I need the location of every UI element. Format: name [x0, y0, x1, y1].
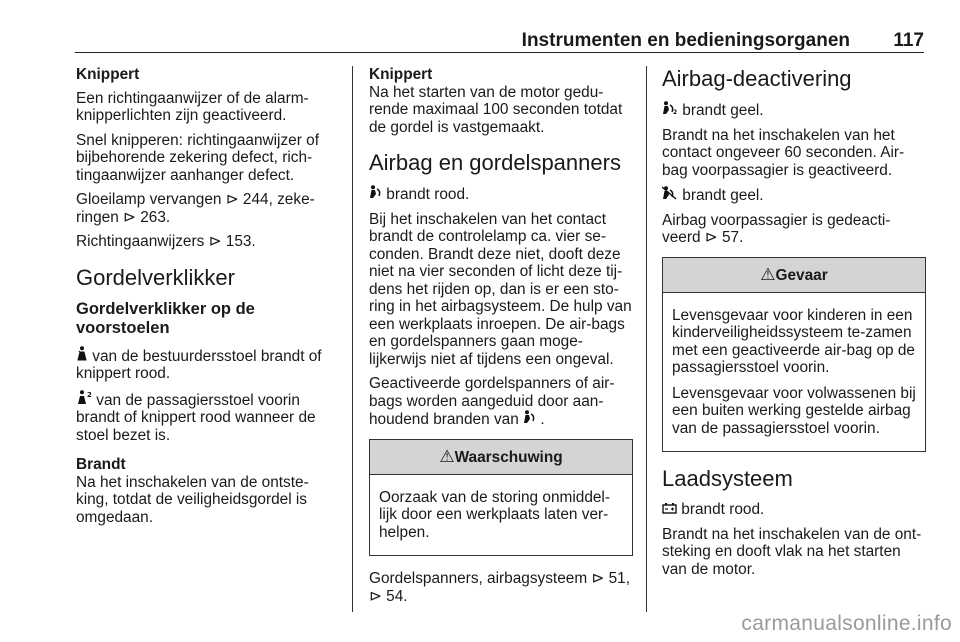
- svg-text:2: 2: [673, 109, 678, 115]
- knippert-heading: Knippert: [76, 66, 140, 83]
- section-title-airbag-deactivering: Airbag-deactivering: [662, 66, 852, 91]
- warning-triangle-icon: ⚠: [439, 446, 455, 466]
- paragraph: brandt geel.: [662, 186, 926, 205]
- paragraph: 2 brandt geel.: [662, 101, 926, 120]
- column-divider: [352, 66, 353, 612]
- paragraph: Airbag voorpassagier is gedeacti-veerd ⊳ 57.: [662, 211, 891, 246]
- warning-box: [369, 439, 633, 557]
- paragraph: brandt rood.: [662, 501, 926, 519]
- airbag-icon: [523, 411, 540, 428]
- watermark: carmanualsonline.info: [741, 612, 952, 635]
- danger-box-body: Levensgevaar voor kinderen in een kinderveiligheidssysteem te-zamen met een geactiveerde air-bag op de passagiersstoel voorin. Levensgevaar voor volwassenen bij een buiten werking gestelde airbag van de passagiersstoel voorin.: [672, 306, 916, 437]
- danger-box: [662, 257, 926, 453]
- seatbelt-driver-icon: [76, 348, 92, 365]
- paragraph: Na het inschakelen van de ontste-king, totdat de veiligheidsgordel is omgedaan.: [76, 473, 309, 526]
- column-right: [662, 66, 926, 585]
- page-number: 117: [893, 30, 924, 51]
- paragraph: Een richtingaanwijzer of de alarm-knipperlichten zijn geactiveerd.: [76, 89, 309, 124]
- warning-box-header: ⚠Waarschuwing: [370, 440, 632, 475]
- warning-box-body: Oorzaak van de storing onmiddel-lijk door een werkplaats laten ver-helpen.: [379, 488, 610, 541]
- paragraph: Bij het inschakelen van het contact brandt de controlelamp ca. vier se-conden. Brandt deze niet, dooft deze niet na vier seconden of licht deze tij-dens het rijden op, dan is er een sto-ring in het airbagsysteem. De hulp van een werkplaats inroepen. De air-bags en gordelspanners gaan moge-lijkerwijs niet af tijdens een ongeval.: [369, 210, 632, 368]
- paragraph: Geactiveerde gordelspanners of air-bags worden aangeduid door aan-houdend branden van .: [369, 375, 615, 428]
- paragraph: 2 van de passagiersstoel voorin brandt of knippert rood wanneer de stoel bezet is.: [76, 390, 316, 444]
- svg-text:2: 2: [87, 390, 92, 399]
- paragraph: Snel knipperen: richtingaanwijzer of bijbehorende zekering defect, rich-tingaanwijzer aanhanger defect.: [76, 131, 319, 184]
- danger-box-header: ⚠Gevaar: [663, 258, 925, 293]
- seatbelt-passenger-icon: [76, 392, 96, 409]
- page-title: Instrumenten en bedieningsorganen: [521, 30, 850, 51]
- column-middle: [369, 66, 633, 612]
- airbag-on-icon: [662, 102, 682, 119]
- section-title-gordelverklikker: Gordelverklikker: [76, 264, 235, 290]
- paragraph: brandt rood.: [369, 185, 633, 204]
- paragraph: Na het starten van de motor gedu-rende maximaal 100 seconden totdat de gordel is vastgemaakt.: [369, 83, 623, 136]
- paragraph: Brandt na het inschakelen van het contact ongeveer 60 seconden. Air-bag voorpassagier is geactiveerd.: [662, 126, 905, 179]
- column-divider: [646, 66, 647, 612]
- paragraph: Gloeilamp vervangen ⊳ 244, zeke-ringen ⊳ 263.: [76, 191, 315, 226]
- battery-icon: [662, 501, 681, 518]
- knippert-heading: Knippert: [369, 66, 433, 83]
- brandt-heading: Brandt: [76, 456, 126, 473]
- section-title-laadsysteem: Laadsysteem: [662, 466, 793, 491]
- airbag-off-icon: [662, 187, 682, 204]
- column-left: [76, 66, 338, 533]
- warning-triangle-icon: ⚠: [760, 264, 776, 284]
- paragraph: van de bestuurdersstoel brandt of knippert rood.: [76, 347, 322, 382]
- cross-reference: Gordelspanners, airbagsysteem ⊳ 51, ⊳ 54.: [369, 570, 630, 605]
- page-header: [75, 0, 924, 53]
- airbag-icon: [369, 186, 386, 203]
- section-title-airbag: Airbag en gordelspanners: [369, 150, 621, 175]
- paragraph: Richtingaanwijzers ⊳ 153.: [76, 233, 256, 250]
- paragraph: Brandt na het inschakelen van de ont-steking en dooft vlak na het starten van de motor.: [662, 525, 922, 578]
- subsection-title: Gordelverklikker op de voorstoelen: [76, 299, 255, 337]
